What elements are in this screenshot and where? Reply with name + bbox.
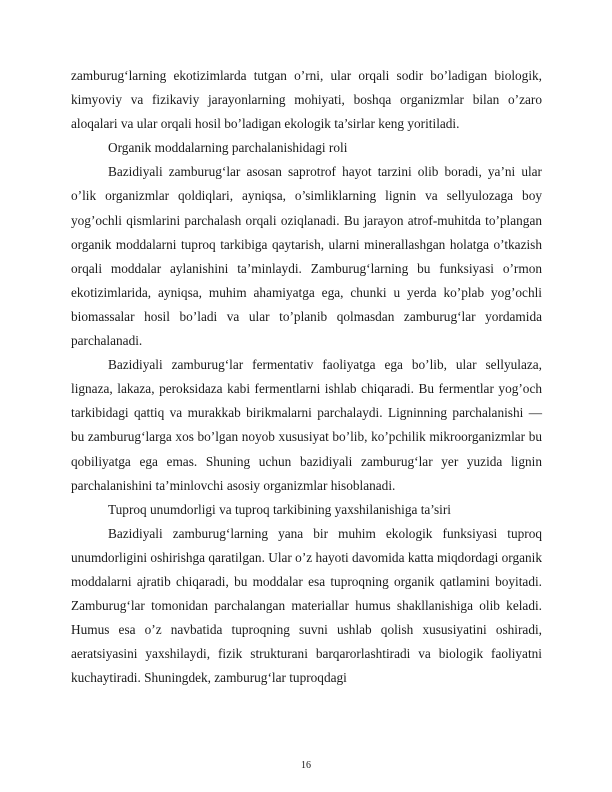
- paragraph-intro-continuation: zamburug‘larning ekotizimlarda tutgan o’rni, ular orqali sodir bo’ladigan biologik, kimyoviy va fizikaviy jarayonlarning mohiyati, boshqa organizmlar bilan o’zaro aloqalari va ular orqali hosil bo’ladigan ekologik ta’sirlar keng yoritiladi.: [71, 68, 542, 132]
- section-heading-organic-decomposition: Organik moddalarning parchalanishidagi roli: [108, 140, 348, 156]
- page-number: 16: [301, 760, 311, 771]
- paragraph-soil-fertility: Bazidiyali zamburug‘larning yana bir muhim ekologik funksiyasi tuproq unumdorligini oshirishga qaratilgan. Ular o’z hayoti davomida katta miqdordagi organik moddalarni ajratib chiqaradi, bu moddalar esa tuproqning organik qatlamini boyitadi. Zamburug‘lar tomonidan parchalangan materiallar humus shakllanishiga olib keladi. Humus esa o’z navbatida tuproqning suvni ushlab qolish xususiyatini oshiradi, aeratsiyasini yaxshilaydi, fizik strukturani barqarorlashtiradi va biologik faoliyatni kuchaytiradi. Shuningdek, zamburug‘lar tuproqdagi: [71, 525, 542, 686]
- document-body: [71, 64, 542, 690]
- paragraph-enzymes: Bazidiyali zamburug‘lar fermentativ faoliyatga ega bo’lib, ular sellyulaza, lignaza, lakaza, peroksidaza kabi fermentlarni ishlab chiqaradi. Bu fermentlar yog’och tarkibidagi qattiq va murakkab birikmalarni parchalaydi. Ligninning parchalanishi — bu zamburug‘larga xos bo’lgan noyob xususiyat bo’lib, ko’pchilik mikroorganizmlar bu qobiliyatga ega emas. Shuning uchun bazidiyali zamburug‘lar yer yuzida lignin parchalanishini ta’minlovchi asosiy organizmlar hisoblanadi.: [71, 357, 542, 493]
- section-heading-soil-fertility: Tuproq unumdorligi va tuproq tarkibining yaxshilanishiga ta’siri: [108, 501, 451, 517]
- paragraph-saprotroph: Bazidiyali zamburug‘lar asosan saprotrof hayot tarzini olib boradi, ya’ni ular o’lik organizmlar qoldiqlari, ayniqsa, o’simliklarning lignin va sellyulozaga boy yog’ochli qismlarini parchalash orqali oziqlanadi. Bu jarayon atrof-muhitda to’plangan organik moddalarni tuproq tarkibiga qaytarish, ularni minerallashgan holatga o’tkazish orqali moddalar aylanishini ta’minlaydi. Zamburug‘larning bu funksiyasi o’rmon ekotizimlarida, ayniqsa, muhim ahamiyatga ega, chunki u yerda ko’plab yog’ochli biomassalar hosil bo’ladi va ular to’planib qolmasdan zamburug‘lar yordamida parchalanadi.: [71, 164, 542, 349]
